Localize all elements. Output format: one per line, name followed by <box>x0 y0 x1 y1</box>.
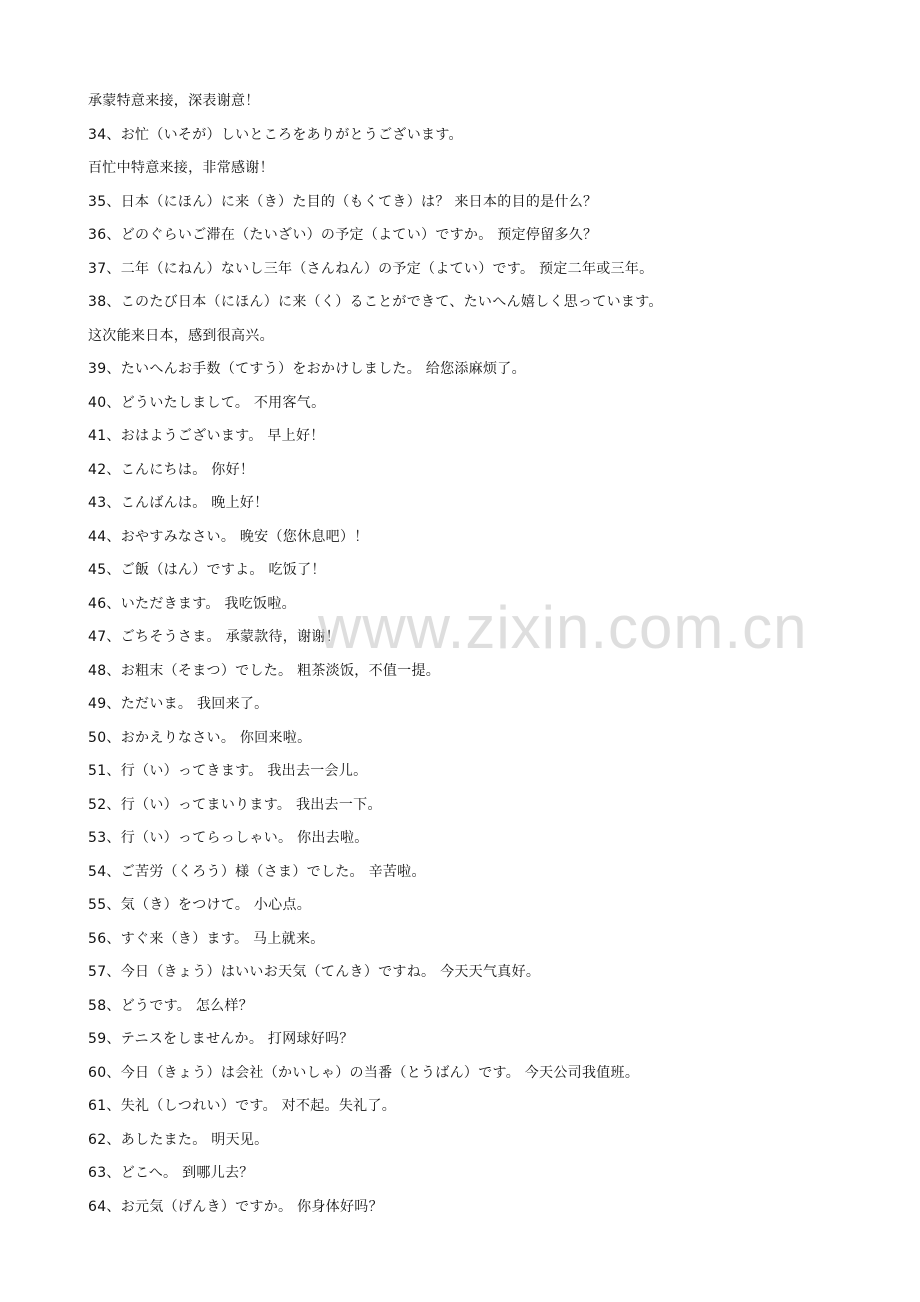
phrase-line: 59、テニスをしませんか。 打网球好吗？ <box>88 1031 354 1047</box>
phrase-line: 54、ご苦労（くろう）様（さま）でした。 辛苦啦。 <box>88 863 426 880</box>
phrase-line: 38、このたび日本（にほん）に来（く）ることができて、たいへん嬉しく思っています。 <box>88 294 663 310</box>
phrase-line: 34、お忙（いそが）しいところをありがとうございます。 <box>88 126 463 143</box>
document-body <box>88 89 888 1228</box>
text-line: 这次能来日本，感到很高兴。 <box>88 327 274 344</box>
phrase-line: 42、こんにちは。 你好！ <box>88 461 255 478</box>
watermark: www.zixin.com.cn <box>318 594 808 661</box>
phrase-line: 52、行（い）ってまいります。 我出去一下。 <box>88 796 382 813</box>
phrase-line: 46、いただきます。 我吃饭啦。 <box>88 595 296 612</box>
phrase-line: 64、お元気（げんき）ですか。 你身体好吗？ <box>88 1198 383 1215</box>
phrase-line: 43、こんばんは。 晚上好！ <box>88 495 269 511</box>
phrase-line: 56、すぐ来（き）ます。 马上就来。 <box>88 930 325 947</box>
phrase-line: 53、行（い）ってらっしゃい。 你出去啦。 <box>88 830 369 846</box>
phrase-line: 45、ご飯（はん）ですよ。 吃饭了！ <box>88 562 326 578</box>
phrase-line: 35、日本（にほん）に来（き）た目的（もくてき）は？ 来日本的目的是什么？ <box>88 193 598 210</box>
phrase-line: 40、どういたしまして。 不用客气。 <box>88 394 326 411</box>
phrase-line: 58、どうです。 怎么样？ <box>88 997 254 1014</box>
phrase-line: 39、たいへんお手数（てすう）をおかけしました。 给您添麻烦了。 <box>88 361 526 377</box>
phrase-line: 36、どのぐらいご滞在（たいざい）の予定（よてい）ですか。 预定停留多久？ <box>88 227 598 243</box>
text-line: 百忙中特意来接，非常感谢！ <box>88 160 274 176</box>
phrase-line: 44、おやすみなさい。 晚安（您休息吧）！ <box>88 528 369 545</box>
phrase-line: 47、ごちそうさま。 承蒙款待，谢谢！ <box>88 629 340 645</box>
phrase-line: 60、今日（きょう）は会社（かいしゃ）の当番（とうばん）です。 今天公司我值班。 <box>88 1064 640 1081</box>
phrase-line: 55、気（き）をつけて。 小心点。 <box>88 897 312 913</box>
phrase-line: 37、二年（にねん）ないし三年（さんねん）の予定（よてい）です。 预定二年或三年。 <box>88 260 654 277</box>
phrase-line: 57、今日（きょう）はいいお天気（てんき）ですね。 今天天气真好。 <box>88 964 541 980</box>
phrase-line: 49、ただいま。 我回来了。 <box>88 696 269 712</box>
phrase-line: 63、どこへ。 到哪儿去？ <box>88 1165 254 1181</box>
phrase-line: 51、行（い）ってきます。 我出去一会儿。 <box>88 763 368 779</box>
phrase-line: 48、お粗末（そまつ）でした。 粗茶淡饭，不值一提。 <box>88 662 441 679</box>
phrase-line: 61、失礼（しつれい）です。 对不起。失礼了。 <box>88 1098 397 1114</box>
phrase-line: 41、おはようございます。 早上好！ <box>88 428 325 444</box>
phrase-line: 62、あしたまた。 明天见。 <box>88 1131 269 1148</box>
text-line: 承蒙特意来接，深表谢意！ <box>88 93 260 109</box>
phrase-line: 50、おかえりなさい。 你回来啦。 <box>88 729 312 746</box>
